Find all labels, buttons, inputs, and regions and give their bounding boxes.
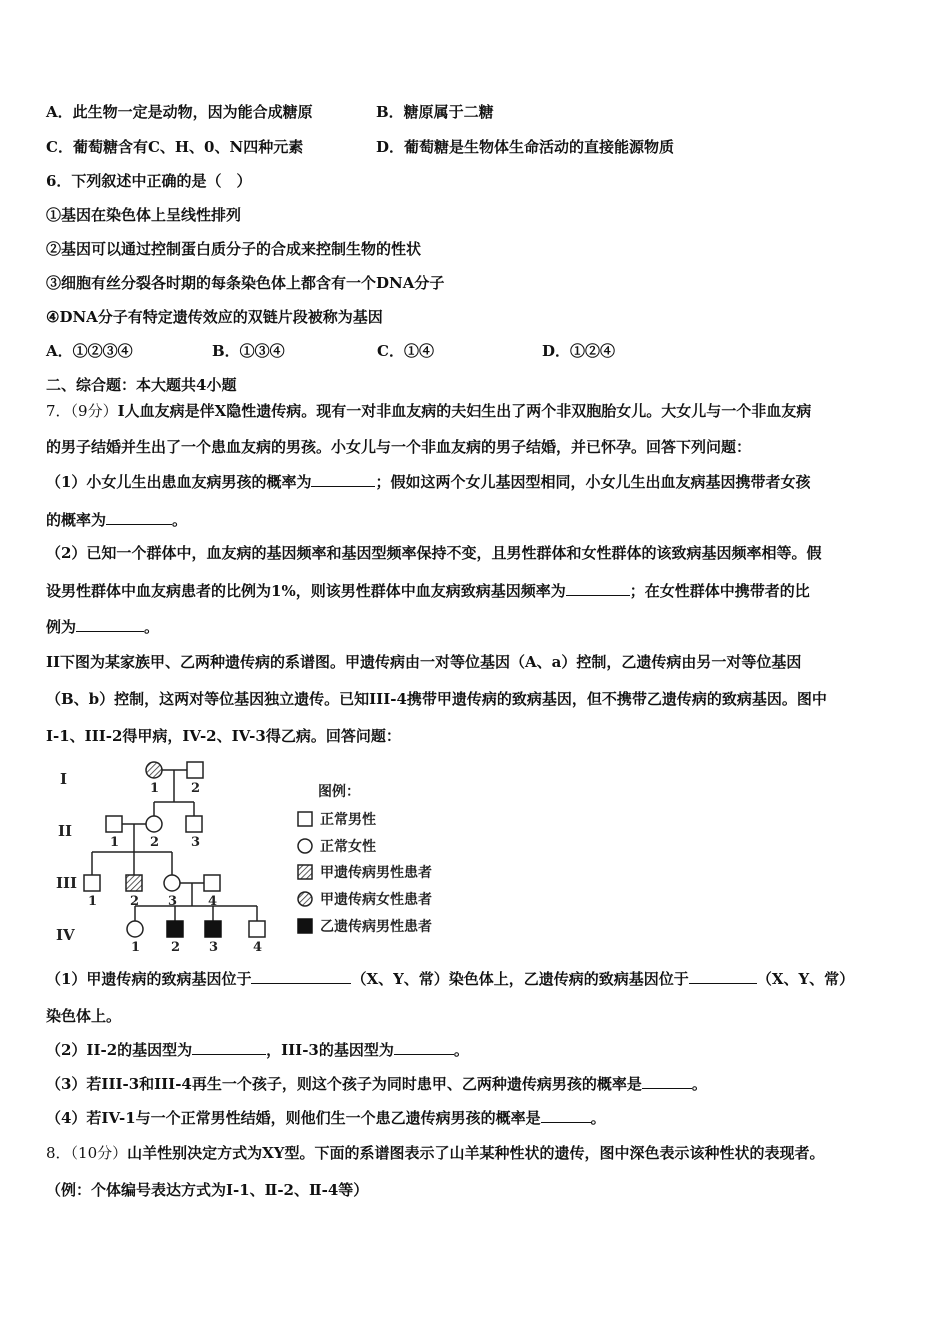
- q6-statement-1: ①基因在染色体上呈线性排列: [46, 206, 242, 224]
- section-heading: 二、综合题：本大题共4小题: [46, 376, 237, 394]
- answer-blank[interactable]: [689, 969, 757, 984]
- legend-normal-female: 正常女性: [320, 839, 376, 855]
- q8-line-1: [46, 1143, 825, 1163]
- q7-part1-text-c: 的概率为: [46, 511, 107, 529]
- individual-number: 3: [168, 894, 178, 909]
- q7-line-1: [46, 401, 811, 421]
- individual-number: 2: [150, 835, 160, 850]
- legend-title: 图例：: [318, 784, 360, 800]
- legend-a-female: 甲遗传病女性患者: [320, 892, 432, 908]
- q6-option-b: B．①③④: [212, 342, 285, 360]
- iii1-normal-male: [84, 875, 100, 891]
- q8-number: 8．（10分）: [46, 1144, 128, 1162]
- legend-normal-female-symbol: [298, 839, 312, 853]
- individual-number: 3: [209, 940, 219, 955]
- iv3-affected-male-b: [205, 921, 221, 937]
- answer-blank[interactable]: [106, 510, 172, 525]
- answer-blank[interactable]: [76, 617, 144, 632]
- individual-number: 4: [253, 940, 263, 955]
- q7-ii-q2-text-a: （2）II-2的基因型为: [46, 1041, 193, 1059]
- q7-part2-text-e: 。: [144, 618, 160, 636]
- ii2-normal-female: [146, 816, 162, 832]
- q6-option-c: C．①④: [377, 342, 434, 360]
- q7-ii-intro-1: II下图为某家族甲、乙两种遗传病的系谱图。甲遗传病由一对等位基因（A、a）控制，乙遗传病由另一对等位基因: [46, 653, 802, 671]
- answer-blank[interactable]: [394, 1040, 454, 1055]
- q5-option-d: D．葡萄糖是生物体生命活动的直接能源物质: [376, 138, 675, 156]
- q7-part1-text-d: 。: [172, 511, 188, 529]
- q6-option-a: A．①②③④: [46, 342, 133, 360]
- ii1-normal-male: [106, 816, 122, 832]
- q6-statement-4: ④DNA分子有特定遗传效应的双链片段被称为基因: [46, 308, 383, 326]
- i2-normal-male: [187, 762, 203, 778]
- generation-label-iii: III: [56, 874, 78, 892]
- legend-normal-male-symbol: [298, 812, 312, 826]
- individual-number: 2: [191, 781, 201, 796]
- iii3-normal-female: [164, 875, 180, 891]
- individual-number: 1: [150, 781, 160, 796]
- q7-ii-q1-text-b: （X、Y、常）染色体上，乙遗传病的致病基因位于: [351, 970, 689, 988]
- q5-option-a: A．此生物一定是动物，因为能合成糖原: [46, 103, 313, 121]
- answer-blank[interactable]: [192, 1040, 266, 1055]
- legend-b-male-symbol: [298, 919, 312, 933]
- q7-ii-q4-text-b: 。: [590, 1109, 606, 1127]
- legend-a-female-symbol: [298, 892, 312, 906]
- i1-affected-female-a: [146, 762, 162, 778]
- iv4-normal-male: [249, 921, 265, 937]
- q7-part2-text-b: 设男性群体中血友病患者的比例为1%，则该男性群体中血友病致病基因频率为: [46, 582, 566, 600]
- q7-line-2: 的男子结婚并生出了一个患血友病的男孩。小女儿与一个非血友病的男子结婚，并已怀孕。回答下列问题：: [46, 438, 752, 456]
- q7-ii-q2-text-c: 。: [453, 1041, 469, 1059]
- q7-ii-q2-line: [46, 1040, 469, 1060]
- generation-label-iv: IV: [56, 926, 75, 944]
- q7-part2-line-3: [46, 617, 159, 637]
- q7-ii-q1-line-2: 染色体上。: [46, 1007, 122, 1025]
- answer-blank[interactable]: [251, 969, 351, 984]
- q7-number: 7．（9分）: [46, 402, 118, 420]
- q5-option-b: B．糖原属于二糖: [376, 103, 494, 121]
- legend-a-male: 甲遗传病男性患者: [320, 865, 432, 881]
- individual-number: 2: [130, 894, 140, 909]
- iv1-normal-female: [127, 921, 143, 937]
- q7-part2-line-2: [46, 581, 810, 601]
- q7-part2-text-c: ；在女性群体中携带者的比: [629, 582, 810, 600]
- q7-ii-q4-line: [46, 1108, 606, 1128]
- q8-intro-1: 山羊性别决定方式为XY型。下面的系谱图表示了山羊某种性状的遗传，图中深色表示该种性状的表现者。: [127, 1144, 825, 1162]
- answer-blank[interactable]: [311, 472, 375, 487]
- q8-line-2: （例：个体编号表达方式为Ⅰ-1、Ⅱ-2、Ⅱ-4等）: [46, 1181, 369, 1199]
- q7-ii-intro-2: （B、b）控制，这两对等位基因独立遗传。已知III-4携带甲遗传病的致病基因，但不携带乙遗传病的致病基因。图中: [46, 690, 827, 708]
- ii3-normal-male: [186, 816, 202, 832]
- individual-number: 2: [171, 940, 181, 955]
- q7-part2-line: （2）已知一个群体中，血友病的基因频率和基因型频率保持不变，且男性群体和女性群体的该致病基因频率相等。假: [46, 544, 822, 562]
- pedigree-chart: [46, 754, 476, 964]
- legend-a-male-symbol: [298, 865, 312, 879]
- individual-number: 4: [208, 894, 218, 909]
- iv2-affected-male-b: [167, 921, 183, 937]
- individual-number: 1: [110, 835, 120, 850]
- q7-ii-q3-text-a: （3）若III-3和III-4再生一个孩子，则这个孩子为同时患甲、乙两种遗传病男孩的概率是: [46, 1075, 642, 1093]
- q6-statement-2: ②基因可以通过控制蛋白质分子的合成来控制生物的性状: [46, 240, 422, 258]
- individual-number: 3: [191, 835, 201, 850]
- answer-blank[interactable]: [566, 581, 630, 596]
- q7-part2-text-d: 例为: [46, 618, 77, 636]
- q7-part1-text-a: （1）小女儿生出患血友病男孩的概率为: [46, 473, 312, 491]
- generation-label-ii: II: [58, 822, 73, 840]
- legend-b-male: 乙遗传病男性患者: [320, 919, 432, 935]
- q7-part1-text-b: ；假如这两个女儿基因型相同，小女儿生出血友病基因携带者女孩: [375, 473, 811, 491]
- legend-normal-male: 正常男性: [320, 812, 376, 828]
- q7-ii-q1-text-a: （1）甲遗传病的致病基因位于: [46, 970, 252, 988]
- q6-stem: 6．下列叙述中正确的是（ ）: [46, 172, 252, 190]
- q7-ii-q1-text-c: （X、Y、常）: [756, 970, 855, 988]
- q7-part1-line: [46, 472, 810, 492]
- individual-number: 1: [88, 894, 98, 909]
- q7-ii-q4-text-a: （4）若IV-1与一个正常男性结婚，则他们生一个患乙遗传病男孩的概率是: [46, 1109, 541, 1127]
- q7-ii-q3-text-b: 。: [691, 1075, 707, 1093]
- generation-label-i: I: [60, 770, 68, 788]
- q7-ii-intro-3: I-1、III-2得甲病，IV-2、IV-3得乙病。回答问题：: [46, 727, 401, 745]
- iii2-affected-male-a: [126, 875, 142, 891]
- q7-ii-q3-line: [46, 1074, 707, 1094]
- q7-ii-q1-line: [46, 969, 854, 989]
- individual-number: 1: [131, 940, 141, 955]
- answer-blank[interactable]: [541, 1108, 591, 1123]
- iii4-normal-male: [204, 875, 220, 891]
- q7-ii-q2-text-b: ，III-3的基因型为: [266, 1041, 394, 1059]
- q6-option-d: D．①②④: [542, 342, 616, 360]
- answer-blank[interactable]: [642, 1074, 692, 1089]
- q7-intro-1: I人血友病是伴X隐性遗传病。现有一对非血友病的夫妇生出了两个非双胞胎女儿。大女儿与一个非血友病: [117, 402, 812, 420]
- q7-part1-line-2: [46, 510, 187, 530]
- q6-statement-3: ③细胞有丝分裂各时期的每条染色体上都含有一个DNA分子: [46, 274, 445, 292]
- q5-option-c: C．葡萄糖含有C、H、0、N四种元素: [46, 138, 304, 156]
